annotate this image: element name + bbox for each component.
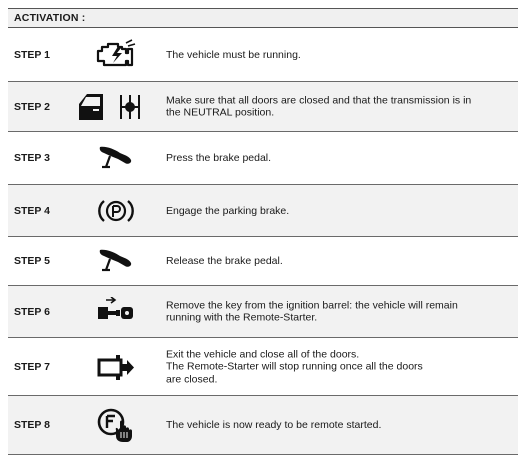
step-label: STEP 1 [14,48,50,61]
brake-pedal-release-icon [70,243,162,279]
key-removal-icon [70,294,162,330]
step-description [166,299,512,324]
step-row-2 [8,82,518,132]
brake-pedal-press-icon [70,140,162,176]
step-text-line: are closed. [166,372,218,385]
step-description [166,348,512,386]
step-label: STEP 4 [14,204,50,217]
remote-start-ready-icon [70,407,162,443]
step-description [166,152,512,165]
step-description [166,204,512,217]
step-label: STEP 7 [14,360,50,373]
step-row-7 [8,338,518,396]
step-label: STEP 6 [14,305,50,318]
step-text-line: Remove the key from the ignition barrel: the vehicle will remain [166,299,458,311]
step-row-6 [8,286,518,338]
step-description [166,419,512,432]
step-row-8 [8,396,518,455]
step-description [166,94,512,119]
step-label: STEP 2 [14,100,50,113]
step-label: STEP 5 [14,255,50,267]
step-text-line: The vehicle is now ready to be remote started. [166,418,382,431]
step-row-4 [8,185,518,237]
step-text-line: The Remote-Starter will stop running once all the doors [166,360,423,373]
step-text-line: Release the brake pedal. [166,254,283,267]
door-and-neutral-gear-icon [70,89,162,125]
step-text-line: Exit the vehicle and close all of the doors. [166,347,360,360]
step-text-line: Engage the parking brake. [166,204,290,217]
step-description [166,255,512,268]
step-description [166,48,512,61]
step-label: STEP 8 [14,419,50,431]
step-text-line: Press the brake pedal. [166,151,272,164]
step-row-3 [8,132,518,185]
step-row-5 [8,237,518,286]
step-text-line: The vehicle must be running. [166,48,301,61]
step-row-1 [8,28,518,82]
step-text-line: Make sure that all doors are closed and that the transmission is in [166,94,472,106]
activation-title: ACTIVATION : [14,12,86,24]
engine-running-icon [70,37,162,73]
step-label: STEP 3 [14,152,50,164]
step-text-line: the NEUTRAL position. [166,106,275,119]
exit-vehicle-icon [70,349,162,385]
parking-brake-icon [70,193,162,229]
activation-header [8,8,518,28]
step-text-line: running with the Remote-Starter. [166,311,318,324]
